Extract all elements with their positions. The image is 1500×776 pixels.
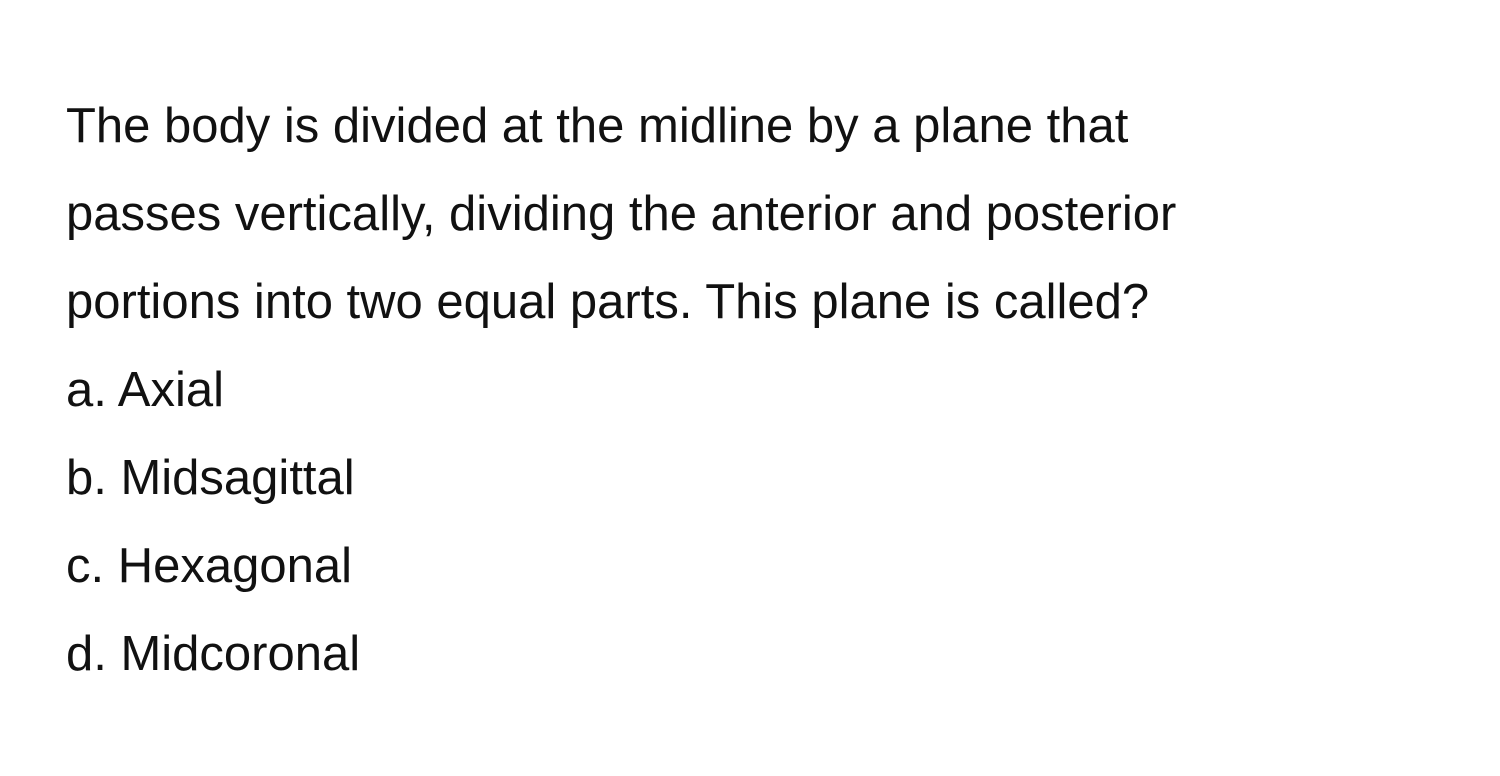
- option-b: b. Midsagittal: [66, 451, 355, 505]
- option-c: c. Hexagonal: [66, 539, 353, 593]
- option-a: a. Axial: [66, 363, 224, 417]
- question-line-2: passes vertically, dividing the anterior and posterior: [66, 187, 1177, 241]
- option-d: d. Midcoronal: [66, 627, 361, 681]
- question-line-1: The body is divided at the midline by a plane that: [66, 99, 1129, 153]
- question-line-3: portions into two equal parts. This plane is called?: [66, 275, 1150, 329]
- question-block: [66, 82, 1466, 698]
